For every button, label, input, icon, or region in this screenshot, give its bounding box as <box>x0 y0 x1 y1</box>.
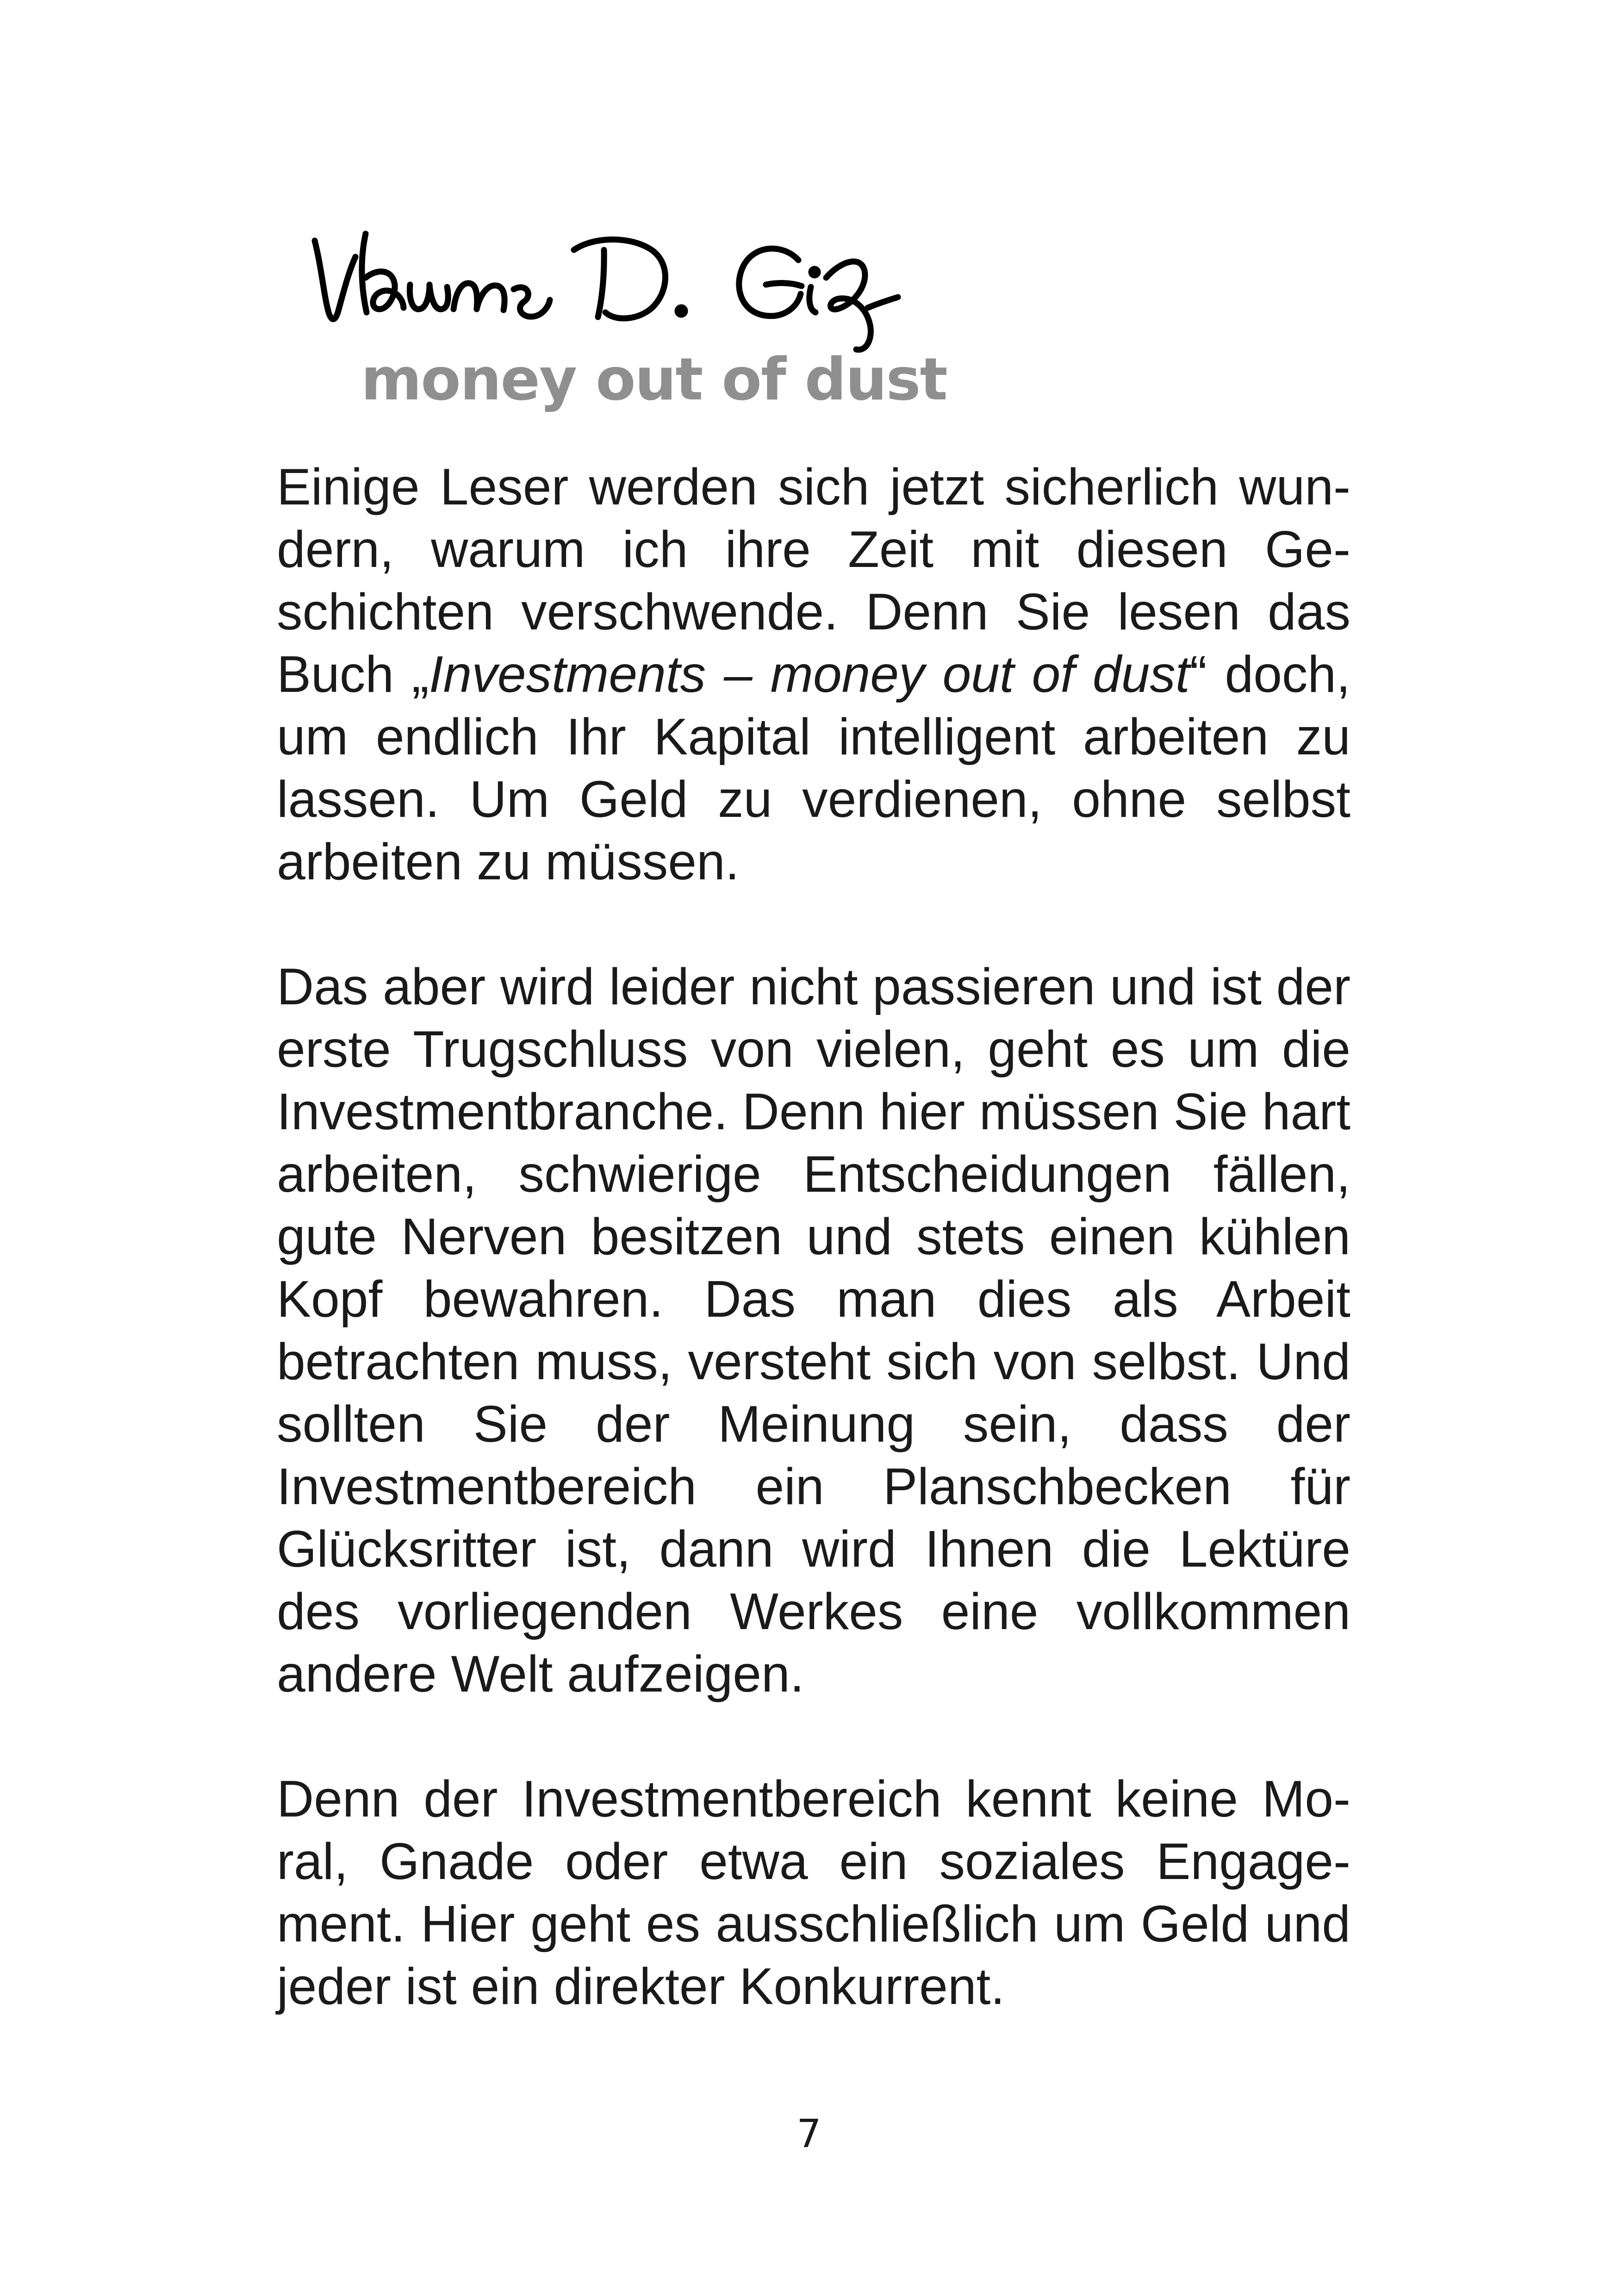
book-title-emphasis: Investments – money out of dust <box>429 646 1190 703</box>
page-number: 7 <box>797 2111 821 2156</box>
brand-logo <box>296 218 947 421</box>
paragraph-3: Denn der Investmentbereich kennt keine Moral, Gnade oder etwa ein soziales Engagement. Hier geht es ausschließlich um Geld und jeder ist ein direkter Konkurrent. <box>277 1770 1350 2015</box>
paragraph-2: Das aber wird leider nicht passieren und ist der erste Trugschluss von vielen, geht es um die Investmentbranche. Denn hier müssen Sie hart arbeiten, schwierige Entscheidungen fällen, gute Nerven besitzen und stets einen kühlen Kopf bewahren. Das man dies als Arbeit betrachten muss, versteht sich von selbst. Und sollten Sie der Meinung sein, dass der Investmentbereich ein Planschbecken für Glücksritter ist, dann wird Ihnen die Lektüre des vorliegenden Werkes eine vollkommen andere Welt aufzeigen. <box>277 958 1350 1703</box>
body-text <box>277 456 1350 2018</box>
brand-tagline: money out of dust <box>361 345 947 413</box>
paragraph-1-text-after: “ doch, um endlich Ihr Kapital intelligent arbeiten zu lassen. Um Geld zu verdienen, ohne selbst arbeiten zu müssen. <box>277 646 1350 890</box>
paragraph-1 <box>277 456 1350 893</box>
author-signature <box>296 218 935 366</box>
paragraph-1-text-before: Einige Leser werden sich jetzt sicherlich wundern, warum ich ihre Zeit mit diesen Geschichten verschwende. Denn Sie lesen das Buch „ <box>277 458 1350 703</box>
